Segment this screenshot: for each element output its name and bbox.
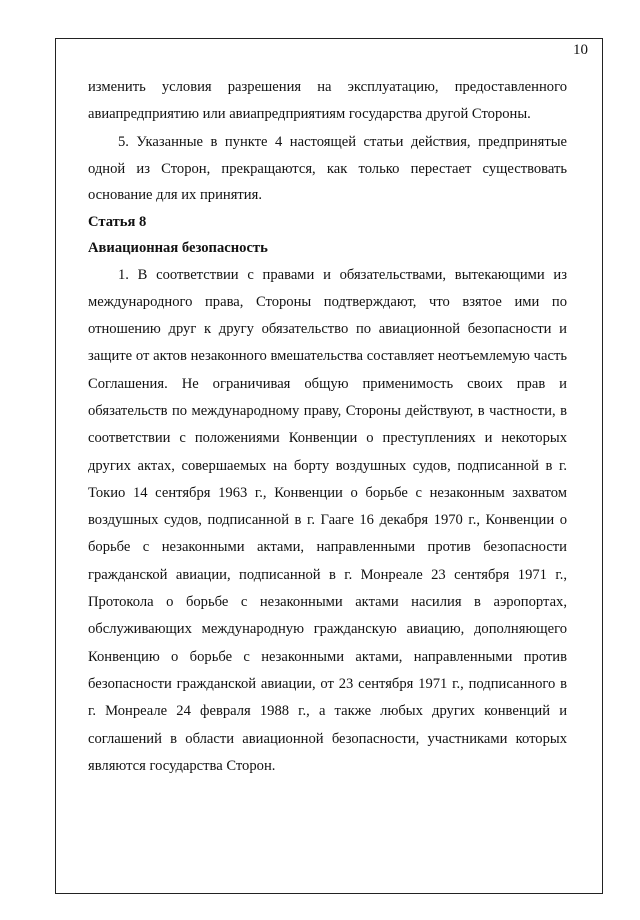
document-body xyxy=(88,74,567,780)
article-8-paragraph-1: 1. В соответствии с правами и обязательствами, вытекающими из международного права, Стороны подтверждают, что взятое ими по отношению друг к другу обязательство по авиационной безопасности и защите от актов незаконного вмешательства составляет неотъемлемую часть Соглашения. Не ограничивая общую применимость своих прав и обязательств по международному праву, Стороны действуют, в частности, в соответствии с положениями Конвенции о преступлениях и некоторых других актах, совершаемых на борту воздушных судов, подписанной в г. Токио 14 сентября 1963 г., Конвенции о борьбе с незаконным захватом воздушных судов, подписанной в г. Гааге 16 декабря 1970 г., Конвенции о борьбе с незаконными актами, направленными против безопасности гражданской авиации, подписанной в г. Монреале 23 сентября 1971 г., Протокола о борьбе с незаконными актами насилия в аэропортах, обслуживающих международную гражданскую авиацию, дополняющего Конвенцию о борьбе с незаконными актами, направленными против безопасности гражданской авиации, от 23 сентября 1971 г., подписанного в г. Монреале 24 февраля 1988 г., а также любых других конвенций и соглашений в области авиационной безопасности, участниками которых являются государства Сторон. xyxy=(88,266,567,774)
page-number: 10 xyxy=(573,42,588,58)
continuation-paragraph: изменить условия разрешения на эксплуатацию, предоставленного авиапредприятию или авиапредприятиям государства другой Стороны. xyxy=(88,79,567,122)
article-title: Авиационная безопасность xyxy=(88,240,268,256)
article-header: Статья 8 xyxy=(88,213,147,230)
paragraph-5: 5. Указанные в пункте 4 настоящей статьи действия, предпринятые одной из Сторон, прекращаются, как только перестает существовать основание для их принятия. xyxy=(88,134,567,203)
